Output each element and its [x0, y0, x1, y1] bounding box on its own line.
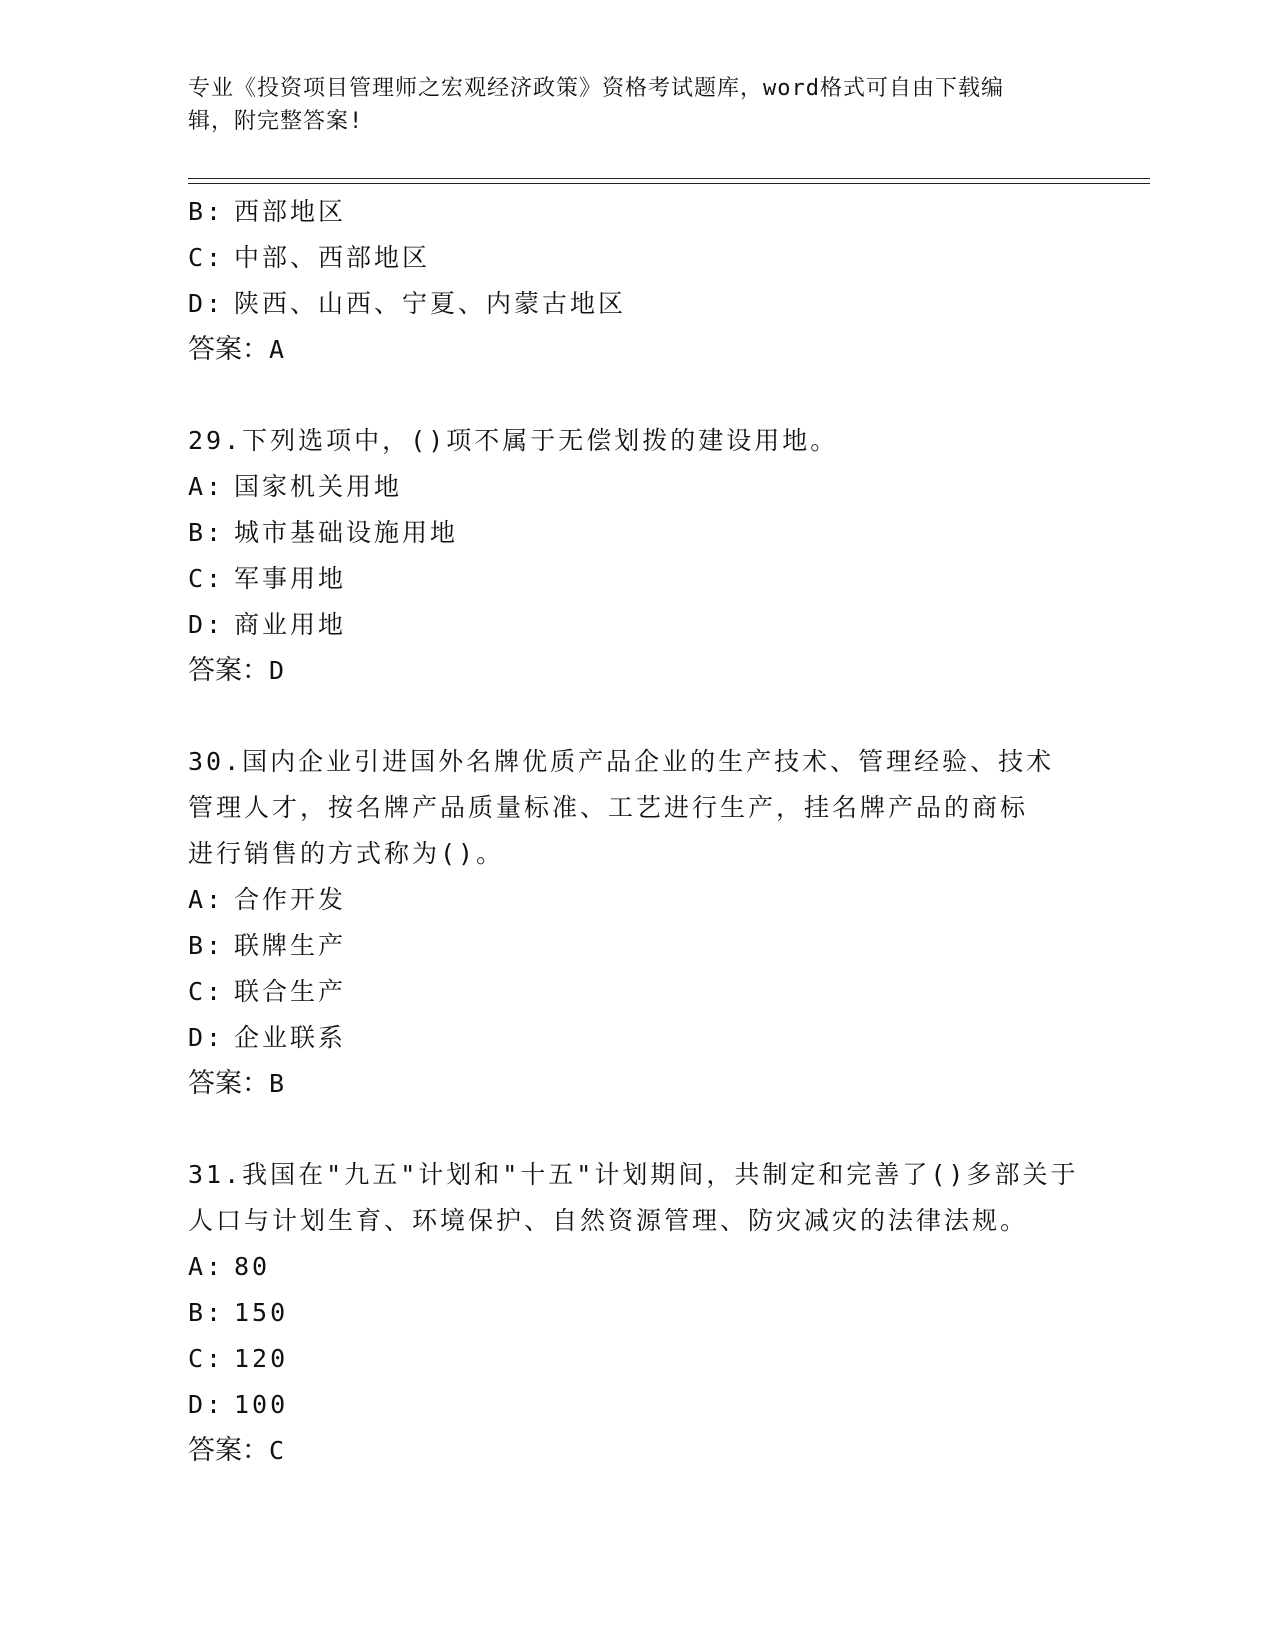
option-d	[188, 602, 1088, 648]
option-c	[188, 1336, 1088, 1382]
option-label: D:	[188, 1390, 225, 1419]
answer-value: A	[269, 335, 285, 364]
option-text: 军事用地	[234, 564, 347, 593]
option-c	[188, 556, 1088, 602]
answer-label: 答案：	[188, 334, 269, 365]
question-block-31	[188, 1152, 1088, 1474]
option-text: 西部地区	[234, 197, 347, 226]
option-label: D:	[188, 289, 225, 318]
option-label: D:	[188, 610, 225, 639]
answer-label: 答案：	[188, 1068, 269, 1099]
option-label: A:	[188, 1252, 225, 1281]
option-text: 150	[234, 1298, 289, 1327]
option-label: C:	[188, 564, 225, 593]
option-label: B:	[188, 1298, 225, 1327]
option-a	[188, 464, 1088, 510]
option-text: 城市基础设施用地	[234, 518, 459, 547]
option-text: 联牌生产	[234, 931, 347, 960]
document-header	[188, 72, 1068, 138]
answer-value: B	[269, 1069, 285, 1098]
option-text: 合作开发	[234, 885, 347, 914]
answer-line	[188, 327, 1088, 373]
question-list	[188, 189, 1088, 1474]
option-a	[188, 1244, 1088, 1290]
option-label: C:	[188, 977, 225, 1006]
option-c	[188, 969, 1088, 1015]
question-block-29	[188, 418, 1088, 694]
option-label: A:	[188, 472, 225, 501]
answer-line	[188, 1061, 1088, 1107]
option-c	[188, 235, 1088, 281]
header-divider-bottom	[188, 183, 1150, 184]
answer-value: C	[269, 1436, 285, 1465]
header-divider-top	[188, 178, 1150, 179]
answer-label: 答案：	[188, 655, 269, 686]
option-text: 商业用地	[234, 610, 347, 639]
option-d	[188, 281, 1088, 327]
option-label: A:	[188, 885, 225, 914]
option-text: 国家机关用地	[234, 472, 403, 501]
question-text-line-1: 30.国内企业引进国外名牌优质产品企业的生产技术、管理经验、技术	[188, 747, 1055, 776]
question-text-line-3: 进行销售的方式称为()。	[188, 839, 505, 868]
question-text-line-2: 人口与计划生育、环境保护、自然资源管理、防灾减灾的法律法规。	[188, 1206, 1029, 1235]
option-b	[188, 510, 1088, 556]
option-text: 企业联系	[234, 1023, 347, 1052]
option-d	[188, 1015, 1088, 1061]
option-text: 联合生产	[234, 977, 347, 1006]
option-label: C:	[188, 243, 225, 272]
answer-line	[188, 648, 1088, 694]
question-text-line-2: 管理人才，按名牌产品质量标准、工艺进行生产，挂名牌产品的商标	[188, 793, 1029, 822]
option-d	[188, 1382, 1088, 1428]
option-text: 100	[234, 1390, 289, 1419]
header-line-2: 辑，附完整答案!	[188, 109, 364, 134]
option-a	[188, 877, 1088, 923]
option-label: D:	[188, 1023, 225, 1052]
question-text: 29.下列选项中，()项不属于无偿划拨的建设用地。	[188, 426, 839, 455]
answer-value: D	[269, 656, 285, 685]
answer-label: 答案：	[188, 1435, 269, 1466]
option-label: B:	[188, 197, 225, 226]
option-b	[188, 189, 1088, 235]
option-text: 陕西、山西、宁夏、内蒙古地区	[234, 289, 627, 318]
question-text-line-1: 31.我国在"九五"计划和"十五"计划期间，共制定和完善了()多部关于	[188, 1160, 1079, 1189]
option-label: C:	[188, 1344, 225, 1373]
question-block-30	[188, 739, 1088, 1107]
option-label: B:	[188, 931, 225, 960]
question-block-28	[188, 189, 1088, 373]
option-b	[188, 1290, 1088, 1336]
header-line-1: 专业《投资项目管理师之宏观经济政策》资格考试题库，word格式可自由下载编	[188, 76, 1004, 101]
option-label: B:	[188, 518, 225, 547]
answer-line	[188, 1428, 1088, 1474]
option-b	[188, 923, 1088, 969]
option-text: 120	[234, 1344, 289, 1373]
option-text: 80	[234, 1252, 271, 1281]
option-text: 中部、西部地区	[234, 243, 431, 272]
